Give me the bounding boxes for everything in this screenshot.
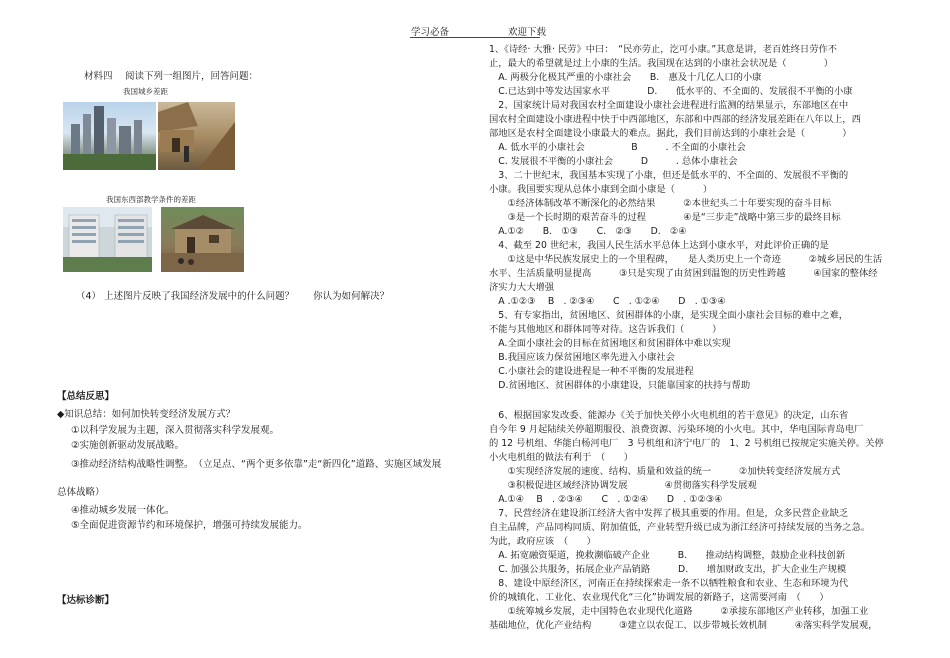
question-line: 6、根据国家发改委、能源办《关于加快关停小火电机组的若干意见》的决定，山东省	[489, 410, 849, 421]
material-title: 材料四 阅读下列一组图片，回答问题：	[84, 71, 259, 82]
question-line: 4、截至 20 世纪末，我国人民生活水平总体上达到小康水平，对此评价正确的是	[489, 240, 829, 251]
knowledge-summary: ◆知识总结：如何加快转变经济发展方式？	[57, 409, 236, 420]
header-right: 欢迎下载	[508, 27, 547, 38]
question-line: 3、二十世纪末，我国基本实现了小康，但还是低水平的、不全面的、发展很不平衡的	[489, 170, 849, 181]
question-line: D.贫困地区、贫困群体的小康建设，只能靠国家的扶持与帮助	[489, 380, 751, 391]
summary-item-5: ⑤全面促进资源节约和环境保护，增强可持续发展能力。	[71, 520, 308, 531]
question-line: A. 拓宽融资渠道，挽救濒临破产企业 B. 推动结构调整，鼓励企业科技创新	[489, 550, 846, 561]
question-line: 济实力大大增强	[489, 282, 555, 293]
modern-school-photo	[63, 207, 152, 272]
question-line: A. 低水平的小康社会 B . 不全面的小康社会	[489, 142, 746, 153]
question-line: 小康。我国要实现从总体小康到全面小康是（ ）	[489, 184, 713, 195]
question-line: 基础地位，优化产业结构 ③建立以农促工、以步带城长效机制 ④落实科学发展观，	[489, 620, 878, 631]
rural-village-photo	[158, 102, 235, 170]
question-line: 部地区是农村全面建设小康最大的难点。据此，我们目前达到的小康社会是（ ）	[489, 128, 852, 139]
photo-caption-urban-rural: 我国城乡差距	[123, 87, 168, 96]
question-line: ①经济体制改革不断深化的必然结果 ②本世纪头二十年要实现的奋斗目标	[489, 198, 832, 209]
question-line: ③是一个长时期的艰苦奋斗的过程 ④是“三步走”战略中第三步的最终目标	[489, 212, 841, 223]
question-line: A.①② B. ①③ C. ②③ D. ②④	[489, 226, 687, 237]
question-line: 价的城镇化、工业化、农业现代化“三化”协调发展的新路子，这需要河南 （ ）	[489, 592, 829, 603]
question-line: 国农村全面建设小康进程中快于中西部地区，东部和中西部的经济发展差距在八年以上，西	[489, 114, 861, 125]
summary-item-2: ②实施创新驱动发展战略。	[71, 440, 185, 451]
question-line: B.我国应该力保贫困地区率先进入小康社会	[489, 352, 675, 363]
question-line: 止，最大的希望就是过上小康的生活。我国现在达到的小康社会状况是（ ）	[489, 58, 833, 69]
question-line: 7、民营经济在建设浙江经济大省中发挥了极其重要的作用。但是，众多民营企业缺乏	[489, 508, 849, 519]
question-line: C. 发展很不平衡的小康社会 D . 总体小康社会	[489, 156, 738, 167]
summary-item-4: ④推动城乡发展一体化。	[71, 505, 175, 516]
question-line: A.全面小康社会的目标在贫困地区和贫困群体中难以实现	[489, 338, 731, 349]
question-line: ③积极促进区域经济协调发展 ④贯彻落实科学发展观	[489, 480, 757, 491]
question-line: C.小康社会的建设进程是一种不平衡的发展进程	[489, 366, 694, 377]
city-skyline-photo	[63, 102, 156, 170]
header-left: 学习必备	[411, 27, 450, 38]
question-line: 小火电机组的做法有利于 （ ）	[489, 452, 634, 463]
photo-caption-east-west: 我国东西部教学条件的差距	[106, 195, 196, 204]
question-line: ①实现经济发展的速度、结构、质量和效益的统一 ②加快转变经济发展方式	[489, 466, 841, 477]
header-divider	[410, 37, 540, 38]
summary-item-1: ①以科学发展为主题，深入贯彻落实科学发展观。	[71, 425, 280, 436]
question-line: A.①④ B . ②③④ C . ①②④ D . ①②③④	[489, 494, 723, 505]
question-line: 8、建设中原经济区，河南正在持续探索走一条不以牺牲粮食和农业、生态和环境为代	[489, 578, 849, 589]
question-line: ①这是中华民族发展史上的一个里程碑， 是人类历史上一个奇迹 ②城乡居民的生活	[489, 254, 883, 265]
question-line: 水平、生活质量明显提高 ③只是实现了由贫困到温饱的历史性跨越 ④国家的整体经	[489, 268, 878, 279]
question-line: A. 两极分化极其严重的小康社会 B. 惠及十几亿人口的小康	[489, 72, 762, 83]
question-line: 2、国家统计局对我国农村全面建设小康社会进程进行监测的结果显示，东部地区在中	[489, 100, 849, 111]
summary-item-3: ③推动经济结构战略性调整。 （立足点、“两个更多依靠”走“新四化”道路、实施区域发展	[71, 459, 442, 470]
question-line: 自主品牌，产品同构同质、附加值低，产业转型升级已成为浙江经济可持续发展的当务之急。	[489, 522, 871, 533]
question-line: 为此，政府应该 （ ）	[489, 536, 596, 547]
question-line: A .①②③ B . ②③④ C . ①②④ D . ①③④	[489, 296, 726, 307]
material-question: （4） 上述图片反映了我国经济发展中的什么问题？ 你认为如何解决？	[76, 291, 390, 302]
question-line: 不能与其他地区和群体同等对待。这告诉我们（ ）	[489, 324, 722, 335]
question-line: 1、《诗经· 大雅· 民劳》中曰： “民亦劳止，汔可小康。”其意是讲，老百姓终日劳作不	[489, 44, 838, 55]
question-line: C.已达到中等发达国家水平 D. 低水平的、不全面的、发展很不平衡的小康	[489, 86, 853, 97]
diagnosis-heading: 【达标诊断】	[57, 595, 115, 606]
summary-heading: 【总结反思】	[57, 391, 115, 402]
rural-school-photo	[161, 207, 244, 272]
question-line: ①统筹城乡发展，走中国特色农业现代化道路 ②承接东部地区产业转移，加强工业	[489, 606, 869, 617]
question-line: 自今年 9 月起陆续关停超期服役、浪费资源、污染环境的小火电。其中，华电国际青岛电厂	[489, 424, 864, 435]
question-line: 5、有专家指出，贫困地区、贫困群体的小康，是实现全面小康社会目标的难中之难，	[489, 310, 849, 321]
question-line: C. 加强公共服务，拓展企业产品销路 D. 增加财政支出，扩大企业生产规模	[489, 564, 847, 575]
summary-item-3-cont: 总体战略）	[57, 487, 105, 498]
question-line: 的 12 号机组、华能白杨河电厂 3 号机组和济宁电厂的 1、2 号机组已按规定实施关停。关停	[489, 438, 884, 449]
